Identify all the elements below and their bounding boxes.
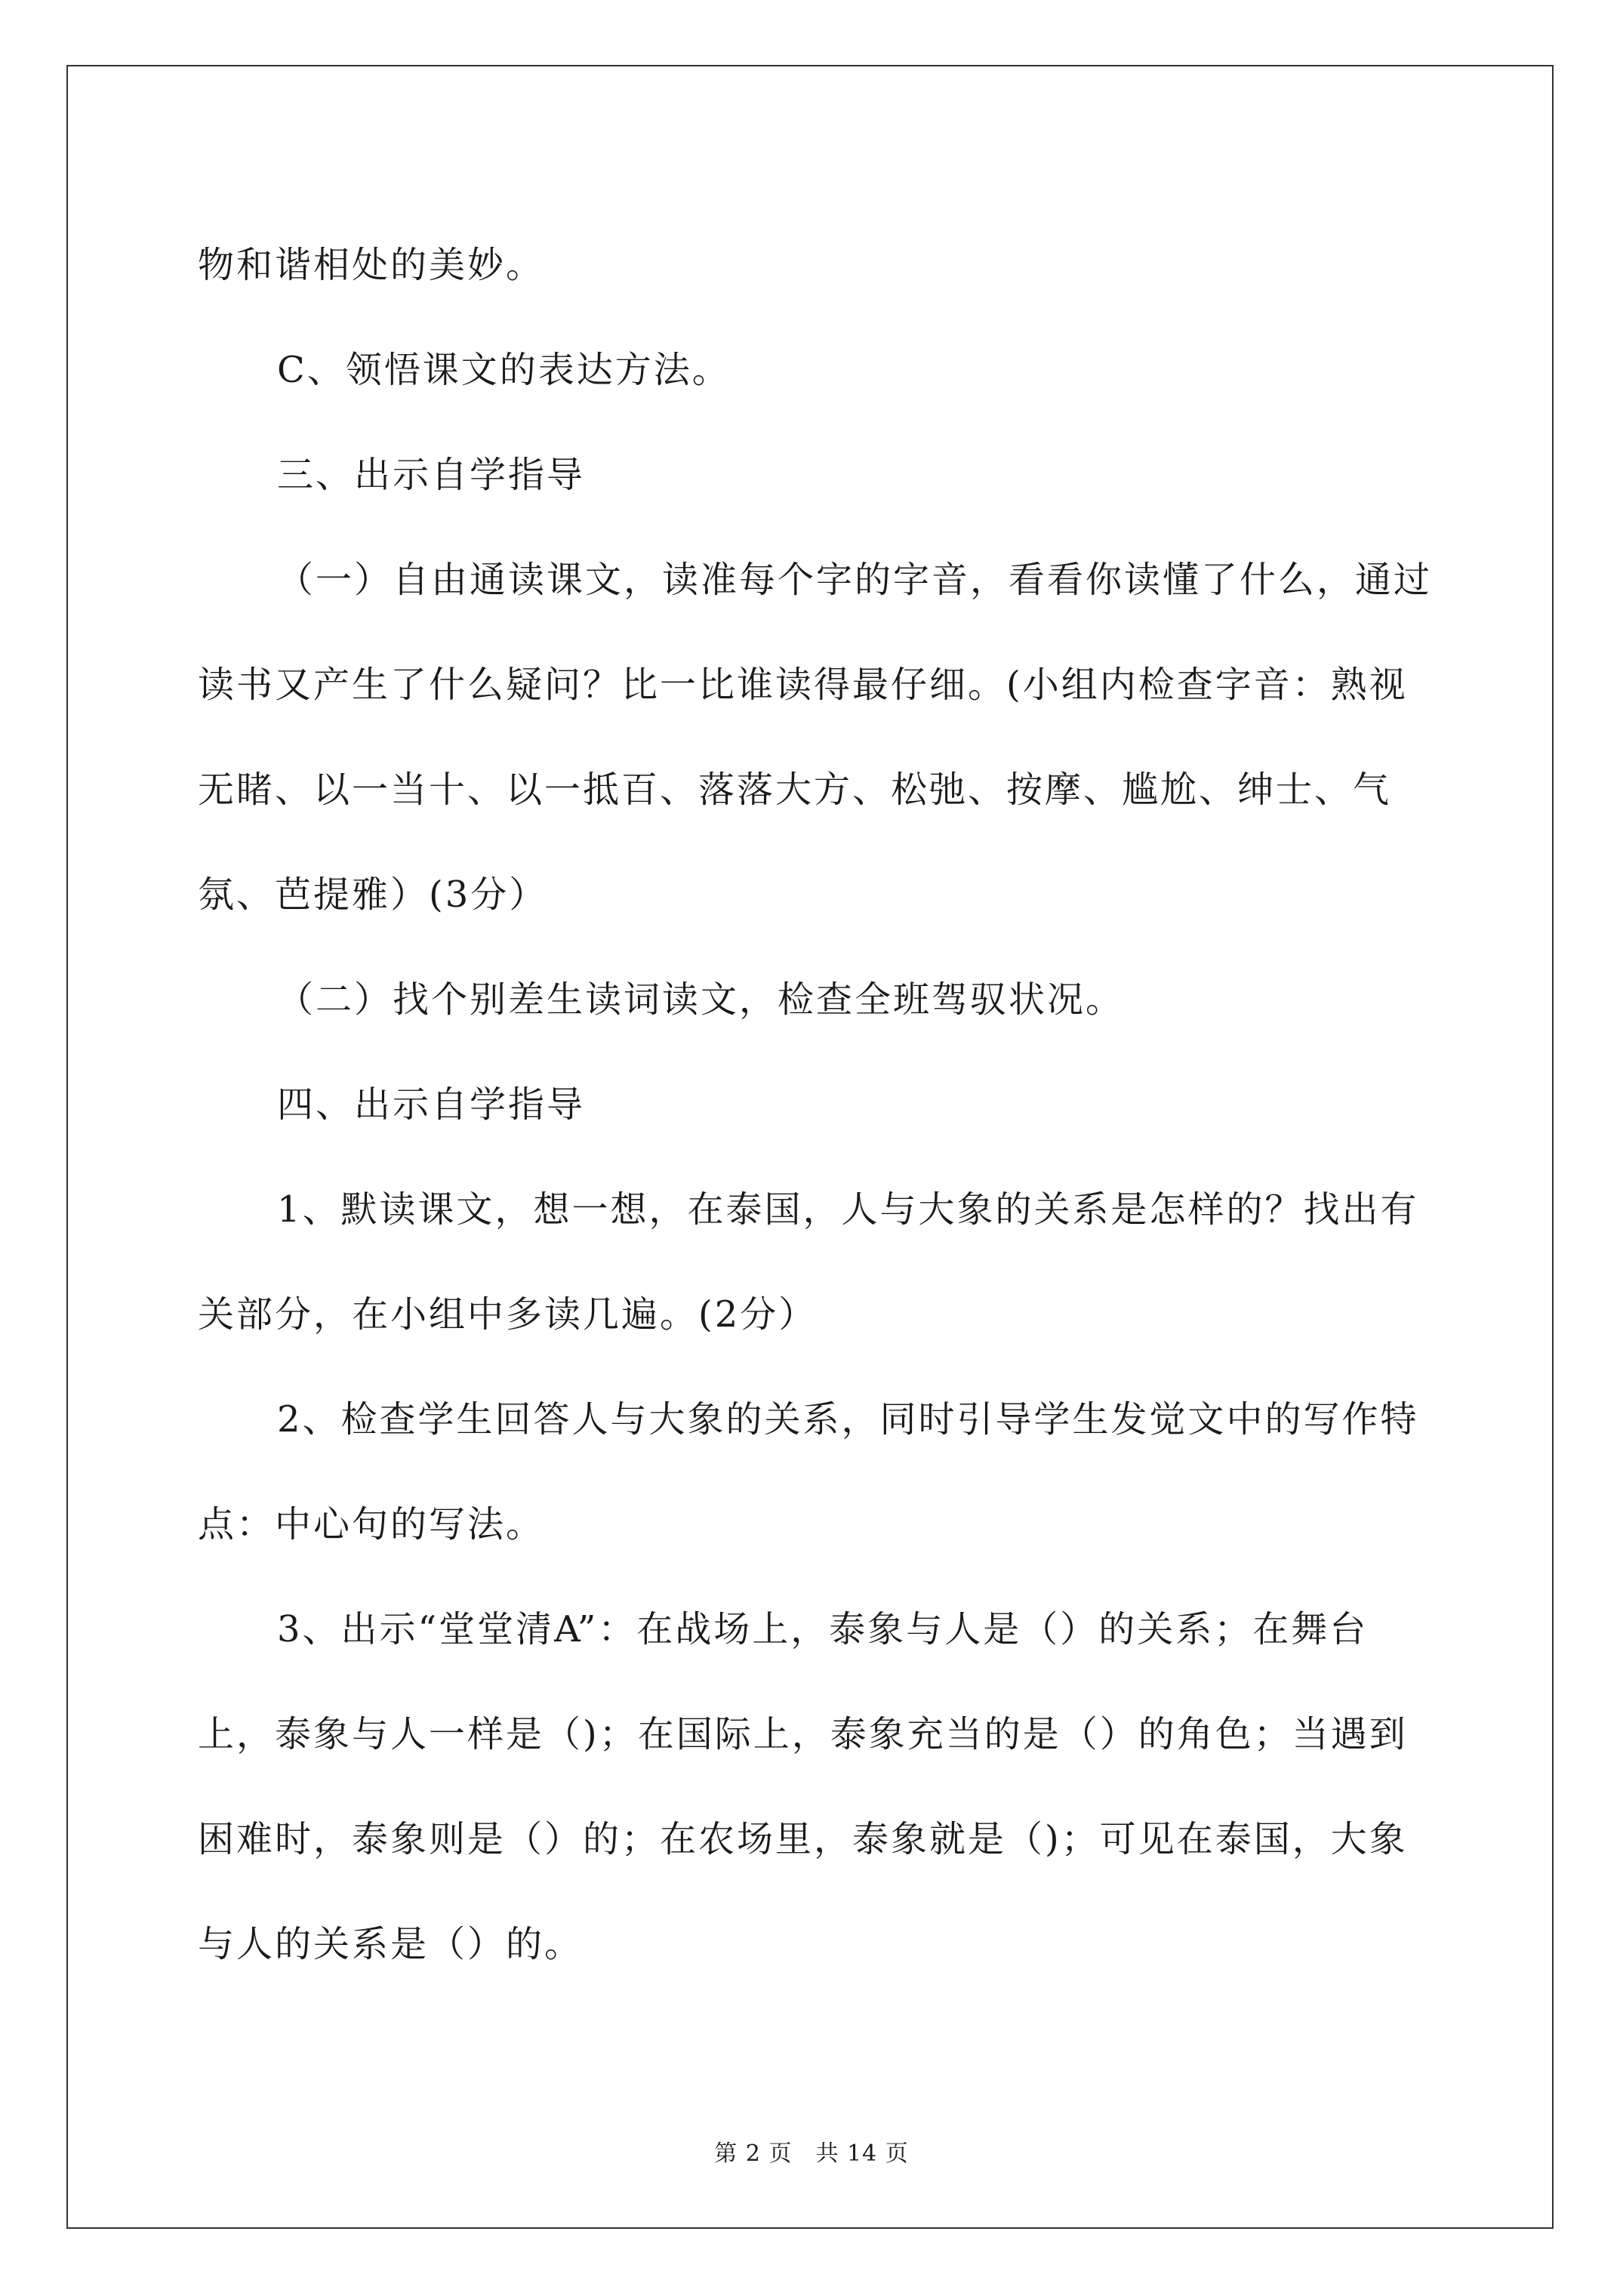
paragraph: 3、出示“堂堂清A”：在战场上，泰象与人是（）的关系；在舞台上，泰象与人一样是（)；在国际上，泰象充当的是（）的角色；当遇到困难时，泰象则是（）的；在农场里，泰象就是（)；可见在泰国，大象与人的关系是（）的。: [198, 1608, 1408, 1965]
section-heading: 四、出示自学指导: [277, 1083, 586, 1126]
paragraph: 物和谐相处的美妙。: [198, 244, 545, 286]
section-heading: 三、出示自学指导: [277, 454, 586, 496]
paragraph: （一）自由通读课文，读准每个字的字音，看看你读懂了什么，通过读书又产生了什么疑问？比一比谁读得最仔细。(小组内检查字音：熟视无睹、以一当十、以一抵百、落落大方、松弛、按摩、尴尬、绅士、气氛、芭提雅）(3分）: [198, 559, 1433, 916]
page-number: 第 2 页 共 14 页: [714, 2140, 909, 2167]
paragraph: （二）找个别差生读词读文，检查全班驾驭状况。: [277, 978, 1125, 1021]
paragraph: C、领悟课文的表达方法。: [277, 349, 731, 391]
paragraph: 1、默读课文，想一想，在泰国，人与大象的关系是怎样的？找出有关部分，在小组中多读几遍。(2分）: [198, 1188, 1419, 1336]
paragraph: 2、检查学生回答人与大象的关系，同时引导学生发觉文中的写作特点：中心句的写法。: [198, 1398, 1419, 1546]
document-body: [198, 213, 1436, 1997]
